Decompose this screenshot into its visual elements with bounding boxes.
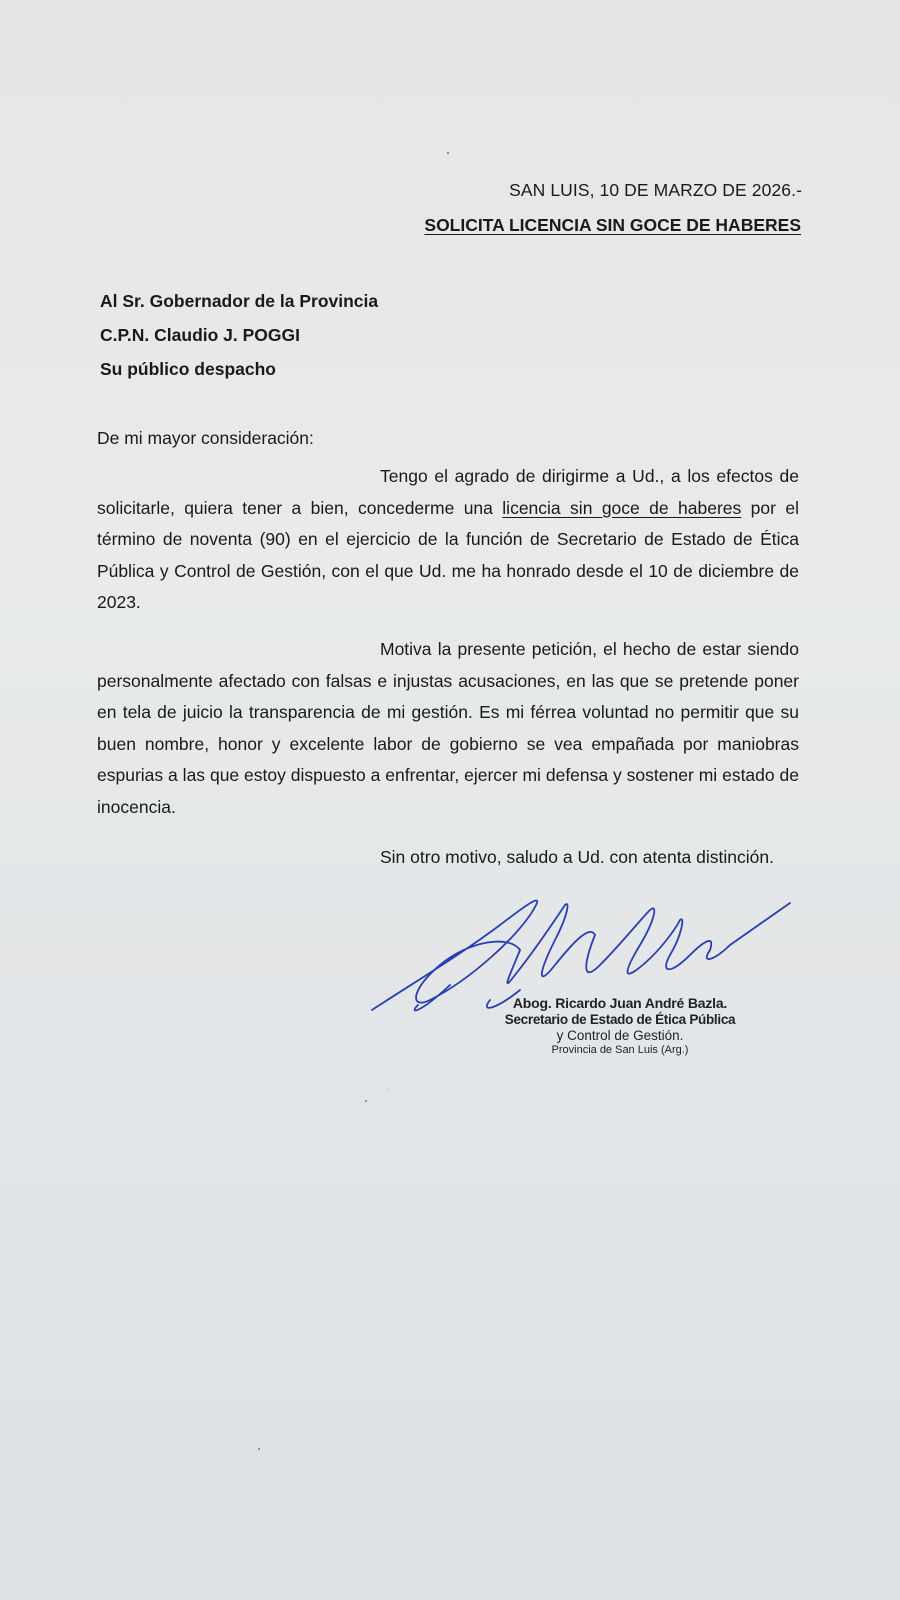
stamp-title-2: y Control de Gestión. — [556, 1028, 684, 1043]
salutation: De mi mayor consideración: — [97, 428, 314, 448]
paper-speck — [388, 1089, 389, 1090]
letter-date: SAN LUIS, 10 DE MARZO DE 2026.- — [509, 180, 802, 200]
body-paragraph-1 — [97, 461, 799, 619]
paper-speck — [447, 152, 449, 154]
closing-paragraph: Sin otro motivo, saludo a Ud. con atenta distinción. — [380, 847, 774, 867]
letter-subject: SOLICITA LICENCIA SIN GOCE DE HABERES — [424, 215, 801, 235]
stamp-name: Abog. Ricardo Juan André Bazla. — [512, 995, 728, 1011]
recipient-line-2: C.P.N. Claudio J. POGGI — [100, 325, 300, 345]
signature-stamp — [500, 995, 740, 1056]
recipient-line-3: Su público despacho — [100, 359, 276, 379]
paper-speck — [365, 1100, 367, 1102]
stamp-province: Provincia de San Luis (Arg.) — [551, 1044, 689, 1056]
recipient-block — [100, 284, 378, 386]
body-paragraph-2: Motiva la presente petición, el hecho de estar siendo personalmente afectado con falsas e injustas acusaciones, en las que se pretende poner en tela de juicio la transparencia de mi gestión. Es mi férrea voluntad no permitir que su buen nombre, honor y excelente labor de gobierno se vea empañada por maniobras espurias a las que estoy dispuesto a enfrentar, ejercer mi defensa y sostener mi estado de inocencia. — [97, 639, 799, 817]
paragraph-1-text-b: por el término de noventa (90) en el ejercicio de la función de Secretario de Estado de Ética Pública y Control de Gestión, con el que Ud. me ha honrado desde el 10 de diciembre de 2023. — [97, 497, 799, 612]
paragraph-1-text-a: Tengo el agrado de dirigirme a Ud., a los efectos de solicitarle, quiera tener a bien, concederme una — [97, 466, 799, 518]
paper-speck — [258, 1448, 260, 1450]
recipient-line-1: Al Sr. Gobernador de la Provincia — [100, 291, 379, 311]
stamp-title: Secretario de Estado de Ética Pública — [504, 1012, 736, 1027]
paragraph-1-underlined: licencia sin goce de haberes — [502, 497, 742, 518]
